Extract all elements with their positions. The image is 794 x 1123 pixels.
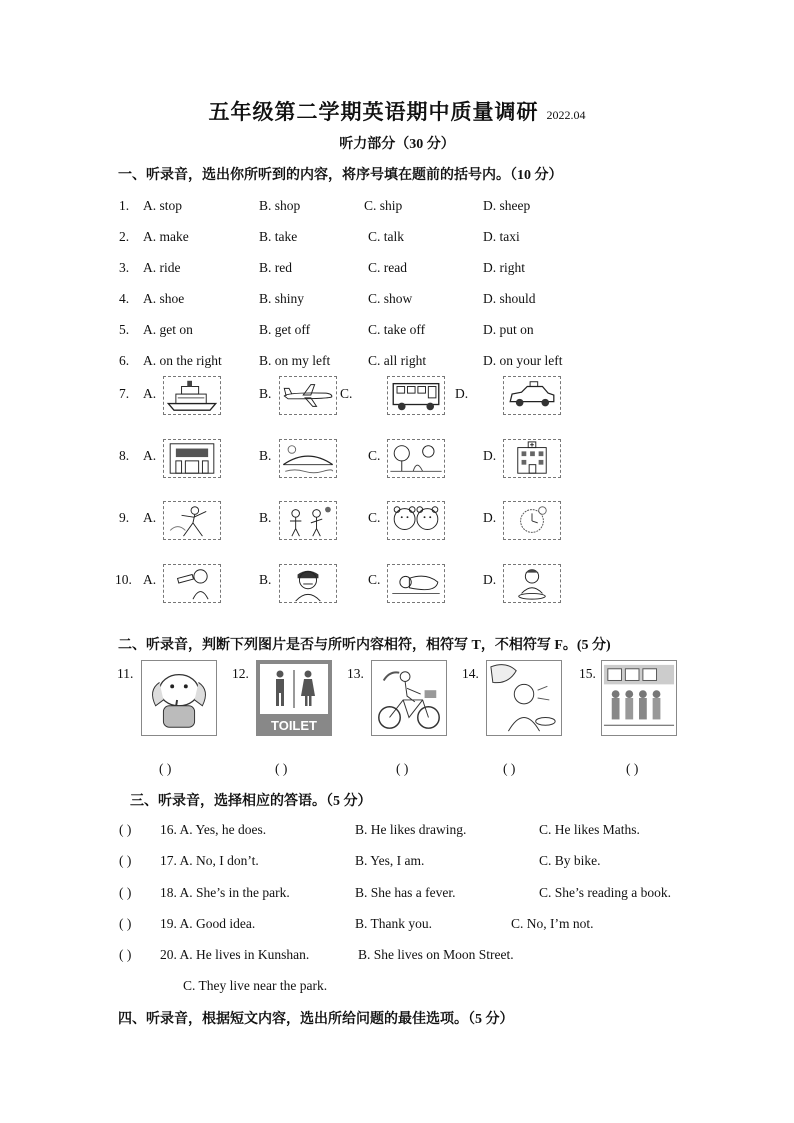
answer-blank[interactable]: ( ) [119, 822, 132, 837]
question-number: 7. [119, 386, 130, 401]
option-c: C. ship [364, 198, 403, 213]
option-b: B. [259, 386, 272, 401]
option-b: B. shop [259, 198, 301, 213]
option-a: A. [143, 386, 157, 401]
option-c: C. By bike. [539, 853, 601, 868]
option-c: C. She’s reading a book. [539, 885, 671, 900]
option-b: B. get off [259, 322, 311, 337]
toilet-sign-text: TOILET [271, 718, 317, 733]
option-a: A. ride [143, 260, 181, 275]
question-option-a: 20. A. He lives in Kunshan. [160, 947, 310, 962]
option-b: B. take [259, 229, 298, 244]
option-c: C. [368, 510, 381, 525]
party-image [279, 501, 337, 540]
question-number: 8. [119, 448, 130, 463]
option-c: C. talk [368, 229, 404, 244]
taxi-image [503, 376, 561, 415]
option-b: B. He likes drawing. [355, 822, 467, 837]
cinema-image [163, 439, 221, 478]
option-c: C. [368, 448, 381, 463]
option-c: C. read [368, 260, 407, 275]
option-d: D. [483, 572, 497, 587]
subtitle: 听力部分（30 分） [339, 137, 455, 152]
answer-blank[interactable]: ( ) [159, 761, 172, 776]
boy-image [279, 564, 337, 603]
question-option-a: 17. A. No, I don’t. [160, 853, 259, 868]
option-a: A. [143, 448, 157, 463]
option-b: B. on my left [259, 353, 331, 368]
answer-blank[interactable]: ( ) [503, 761, 516, 776]
question-number: 11. [117, 666, 134, 681]
plane-image [279, 376, 337, 415]
bears-image [387, 501, 445, 540]
question-number: 1. [119, 198, 130, 213]
sleeping-image [387, 564, 445, 603]
answer-blank[interactable]: ( ) [119, 885, 132, 900]
question-number: 9. [119, 510, 130, 525]
option-d: D. right [483, 260, 525, 275]
option-c: C. all right [368, 353, 427, 368]
bus-image [387, 376, 445, 415]
option-d: D. [483, 448, 497, 463]
option-b: B. She has a fever. [355, 885, 456, 900]
elephant-image [141, 660, 217, 736]
option-d: D. [455, 386, 469, 401]
hospital-image [503, 439, 561, 478]
option-d: D. put on [483, 322, 534, 337]
toilet-sign-image [256, 660, 332, 736]
question-option-a: 19. A. Good idea. [160, 916, 256, 931]
question-number: 2. [119, 229, 130, 244]
exam-date: 2022.04 [546, 108, 586, 122]
answer-blank[interactable]: ( ) [119, 853, 132, 868]
option-a: A. get on [143, 322, 193, 337]
question-number: 12. [232, 666, 249, 681]
answer-blank[interactable]: ( ) [626, 761, 639, 776]
cycling-image [371, 660, 447, 736]
title-text: 五年级第二学期英语期中质量调研 [208, 100, 539, 124]
page-title [0, 96, 794, 126]
option-a: A. make [143, 229, 189, 244]
option-c: C. He likes Maths. [539, 822, 640, 837]
question-number: 13. [347, 666, 364, 681]
question-number: 3. [119, 260, 130, 275]
option-a: A. [143, 510, 157, 525]
drinking-image [163, 564, 221, 603]
option-d: D. should [483, 291, 536, 306]
answer-blank[interactable]: ( ) [396, 761, 409, 776]
clock-image [503, 501, 561, 540]
option-d: D. sheep [483, 198, 531, 213]
option-a: A. shoe [143, 291, 185, 306]
option-c: C. take off [368, 322, 426, 337]
section3-heading: 三、听录音，选择相应的答语。（5 分） [130, 794, 372, 809]
question-number: 14. [462, 666, 479, 681]
section1-heading: 一、听录音，选出你所听到的内容，将序号填在题前的括号内。（10 分） [118, 168, 563, 183]
sick-child-image [486, 660, 562, 736]
option-c: C. They live near the park. [183, 978, 328, 993]
question-number: 6. [119, 353, 130, 368]
option-c: C. [368, 572, 381, 587]
question-number: 10. [115, 572, 132, 587]
ship-image [163, 376, 221, 415]
option-b: B. Yes, I am. [355, 853, 425, 868]
dancer-image [163, 501, 221, 540]
option-d: D. taxi [483, 229, 520, 244]
answer-blank[interactable]: ( ) [119, 947, 132, 962]
option-b: B. She lives on Moon Street. [358, 947, 514, 962]
option-b: B. Thank you. [355, 916, 432, 931]
section2-heading: 二、听录音，判断下列图片是否与所听内容相符，相符写 T，不相符写 F。(5 分) [118, 638, 611, 653]
question-number: 15. [579, 666, 596, 681]
bridge-image [279, 439, 337, 478]
question-option-a: 16. A. Yes, he does. [160, 822, 267, 837]
option-b: B. [259, 448, 272, 463]
option-a: A. on the right [143, 353, 222, 368]
option-a: A. stop [143, 198, 183, 213]
answer-blank[interactable]: ( ) [119, 916, 132, 931]
option-c: C. No, I’m not. [511, 916, 594, 931]
option-b: B. shiny [259, 291, 305, 306]
park-image [387, 439, 445, 478]
answer-blank[interactable]: ( ) [275, 761, 288, 776]
option-d: D. [483, 510, 497, 525]
option-b: B. red [259, 260, 292, 275]
queue-image [601, 660, 677, 736]
question-number: 4. [119, 291, 130, 306]
section4-heading: 四、听录音，根据短文内容，选出所给问题的最佳选项。（5 分） [118, 1012, 514, 1027]
eating-image [503, 564, 561, 603]
option-d: D. on your left [483, 353, 563, 368]
question-number: 5. [119, 322, 130, 337]
option-b: B. [259, 510, 272, 525]
option-b: B. [259, 572, 272, 587]
question-option-a: 18. A. She’s in the park. [160, 885, 290, 900]
option-c: C. show [368, 291, 413, 306]
option-c: C. [340, 386, 353, 401]
option-a: A. [143, 572, 157, 587]
